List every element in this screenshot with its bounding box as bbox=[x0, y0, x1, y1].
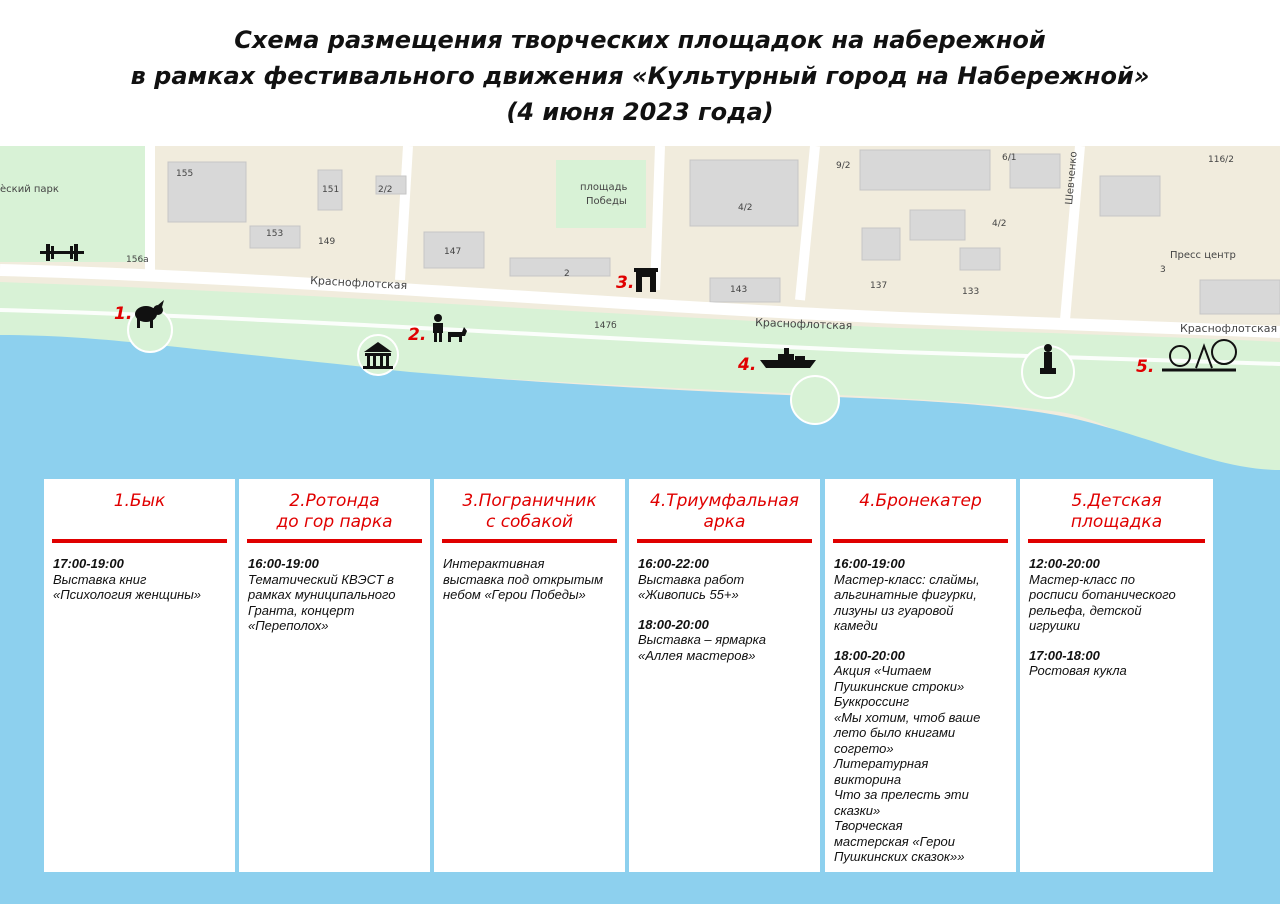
event bbox=[834, 556, 1012, 634]
street-label: Краснофлотская bbox=[754, 316, 853, 333]
map-title bbox=[0, 22, 1280, 130]
building bbox=[862, 228, 900, 260]
event-time: 16:00-19:00 bbox=[248, 556, 319, 571]
event-line: Литературная bbox=[834, 756, 929, 771]
event-line: Акция «Читаем bbox=[834, 663, 932, 678]
building-number: 137 bbox=[870, 281, 888, 291]
panel-title-line: с собакой bbox=[485, 512, 574, 532]
marker-1-number: 1. bbox=[114, 304, 133, 324]
street-label: Шевченко bbox=[1064, 151, 1080, 206]
title-line-2: в рамках фестивального движения «Культурный город на Набережной» bbox=[130, 62, 1150, 90]
place-label: Победы bbox=[586, 196, 627, 207]
panel-title-line: 5.Детская bbox=[1071, 491, 1162, 511]
marker-5-number: 5. bbox=[1136, 357, 1155, 377]
panel-title-line: 2.Ротонда bbox=[289, 491, 380, 511]
panel-title bbox=[1024, 491, 1209, 533]
event bbox=[1029, 648, 1209, 679]
event bbox=[638, 617, 816, 664]
panel-title-line: до гор парка bbox=[276, 512, 393, 532]
event-line: игрушки bbox=[1029, 618, 1081, 633]
event-time: 17:00-19:00 bbox=[53, 556, 124, 571]
event-line: мастерская «Герои bbox=[834, 833, 956, 849]
event-time: 16:00-19:00 bbox=[834, 556, 905, 571]
event-time: 17:00-18:00 bbox=[1029, 647, 1100, 663]
building-number: 147б bbox=[594, 321, 617, 331]
event-line: Пушкинские строки» bbox=[834, 678, 965, 694]
building bbox=[1010, 154, 1060, 188]
building-number: 4/2 bbox=[738, 203, 753, 213]
event-line: Выставка книг bbox=[53, 571, 147, 587]
street-label: Краснофлотская bbox=[1180, 322, 1278, 335]
place-label: Пресс центр bbox=[1170, 250, 1236, 261]
event-line: Тематический КВЭСТ в bbox=[248, 571, 394, 587]
building-number: 155 bbox=[176, 169, 194, 179]
event-line: Буккроссинг bbox=[834, 694, 910, 709]
event-line: Пушкинских сказок»» bbox=[834, 849, 965, 864]
building bbox=[1200, 280, 1280, 314]
event-line: Что за прелесть эти bbox=[834, 787, 969, 802]
event-line: «Живопись 55+» bbox=[638, 587, 739, 602]
event-line: небом «Герои Победы» bbox=[443, 587, 586, 602]
building-number: 147 bbox=[444, 247, 462, 257]
event-time: 16:00-22:00 bbox=[638, 556, 709, 571]
event-time: 12:00-20:00 bbox=[1029, 556, 1100, 571]
event bbox=[53, 556, 231, 603]
event bbox=[638, 556, 816, 603]
event-line: «Психология женщины» bbox=[53, 587, 202, 602]
panel-body bbox=[1029, 556, 1209, 693]
panel-title-line: площадка bbox=[1070, 512, 1163, 532]
building bbox=[860, 150, 990, 190]
panel-title-line: 4.Триумфальная bbox=[650, 491, 799, 511]
event bbox=[1029, 556, 1209, 634]
building-number: 156а bbox=[126, 255, 149, 265]
event-line: камеди bbox=[834, 618, 878, 633]
place-label: площадь bbox=[580, 182, 628, 193]
panel-title-line: 3.Пограничник bbox=[462, 491, 597, 511]
panel-title bbox=[48, 491, 231, 512]
building-number: 149 bbox=[318, 237, 336, 247]
panel-title bbox=[243, 491, 426, 533]
title-line-3: (4 июня 2023 года) bbox=[506, 98, 774, 126]
park-area-square bbox=[556, 160, 646, 228]
event-line: рельефа, детской bbox=[1029, 602, 1142, 618]
panel-title bbox=[438, 491, 621, 533]
event-line: викторина bbox=[834, 771, 902, 787]
panel-rotunda bbox=[239, 479, 430, 872]
building-number: 116/2 bbox=[1208, 155, 1234, 165]
building-number: 4/2 bbox=[992, 219, 1007, 229]
event-line: выставка под открытым bbox=[443, 571, 604, 587]
event bbox=[443, 556, 621, 603]
event-time: 18:00-20:00 bbox=[638, 616, 709, 632]
panel-divider bbox=[833, 539, 1008, 543]
marker-4-number: 4. bbox=[738, 355, 757, 375]
panel-divider bbox=[442, 539, 617, 543]
building bbox=[1100, 176, 1160, 216]
panel-divider bbox=[52, 539, 227, 543]
panel-bull bbox=[44, 479, 235, 872]
event-line: Мастер-класс по bbox=[1029, 571, 1136, 587]
building bbox=[960, 248, 1000, 270]
panel-body bbox=[248, 556, 426, 648]
panel-title-line: 1.Бык bbox=[113, 491, 166, 511]
event-line: Интерактивная bbox=[443, 556, 545, 571]
event-line: Ростовая кукла bbox=[1029, 663, 1127, 678]
panel-title bbox=[633, 491, 816, 533]
panel-border-guard bbox=[434, 479, 625, 872]
building-number: 3 bbox=[1160, 265, 1166, 275]
event-line: рамках муниципального bbox=[248, 587, 396, 602]
title-line-1: Схема размещения творческих площадок на набережной bbox=[234, 26, 1046, 54]
event-line: Выставка – ярмарка bbox=[638, 632, 767, 647]
building-number: 151 bbox=[322, 185, 340, 195]
panel-body bbox=[834, 556, 1012, 879]
marker-3-number: 3. bbox=[616, 273, 635, 293]
building bbox=[510, 258, 610, 276]
panel-playground bbox=[1020, 479, 1213, 872]
platform-4 bbox=[791, 376, 839, 424]
event-line: Мастер-класс: слаймы, bbox=[834, 571, 980, 587]
event-line: Выставка работ bbox=[638, 571, 745, 587]
panel-divider bbox=[1028, 539, 1205, 543]
building-number: 2 bbox=[564, 269, 570, 279]
marker-2-number: 2. bbox=[408, 325, 427, 345]
panel-title-line: арка bbox=[703, 512, 746, 532]
event-time: 18:00-20:00 bbox=[834, 647, 905, 663]
event-line: Гранта, концерт bbox=[248, 602, 355, 618]
building-number: 153 bbox=[266, 229, 284, 239]
event-line: сказки» bbox=[834, 802, 881, 818]
panel-body bbox=[443, 556, 621, 617]
event-line: альгинатные фигурки, bbox=[834, 587, 977, 602]
event-line: росписи ботанического bbox=[1029, 587, 1176, 602]
event-line: «Переполох» bbox=[248, 618, 329, 633]
event-line: согрето» bbox=[834, 740, 894, 756]
panel-divider bbox=[637, 539, 812, 543]
panel-armored-boat bbox=[825, 479, 1016, 872]
building-number: 2/2 bbox=[378, 185, 393, 195]
panel-title bbox=[829, 491, 1012, 512]
event-line: лето было книгами bbox=[834, 725, 956, 740]
event-line: «Аллея мастеров» bbox=[638, 647, 756, 663]
place-label: ѐский парк bbox=[0, 184, 59, 195]
panel-divider bbox=[247, 539, 422, 543]
event-line: «Мы хотим, чтоб ваше bbox=[834, 709, 981, 725]
event bbox=[248, 556, 426, 634]
building bbox=[690, 160, 798, 226]
building bbox=[910, 210, 965, 240]
building-number: 9/2 bbox=[836, 161, 851, 171]
panel-triumphal-arch bbox=[629, 479, 820, 872]
street-label: Краснофлотская bbox=[309, 274, 408, 293]
panel-body bbox=[53, 556, 231, 617]
event bbox=[834, 648, 1012, 865]
event-line: Творческая bbox=[834, 818, 903, 833]
building-number: 133 bbox=[962, 287, 980, 297]
event-line: лизуны из гуаровой bbox=[834, 602, 954, 618]
panel-body bbox=[638, 556, 816, 677]
building-number: 143 bbox=[730, 285, 748, 295]
panel-title-line: 4.Бронекатер bbox=[859, 491, 982, 511]
building-number: 6/1 bbox=[1002, 153, 1017, 163]
